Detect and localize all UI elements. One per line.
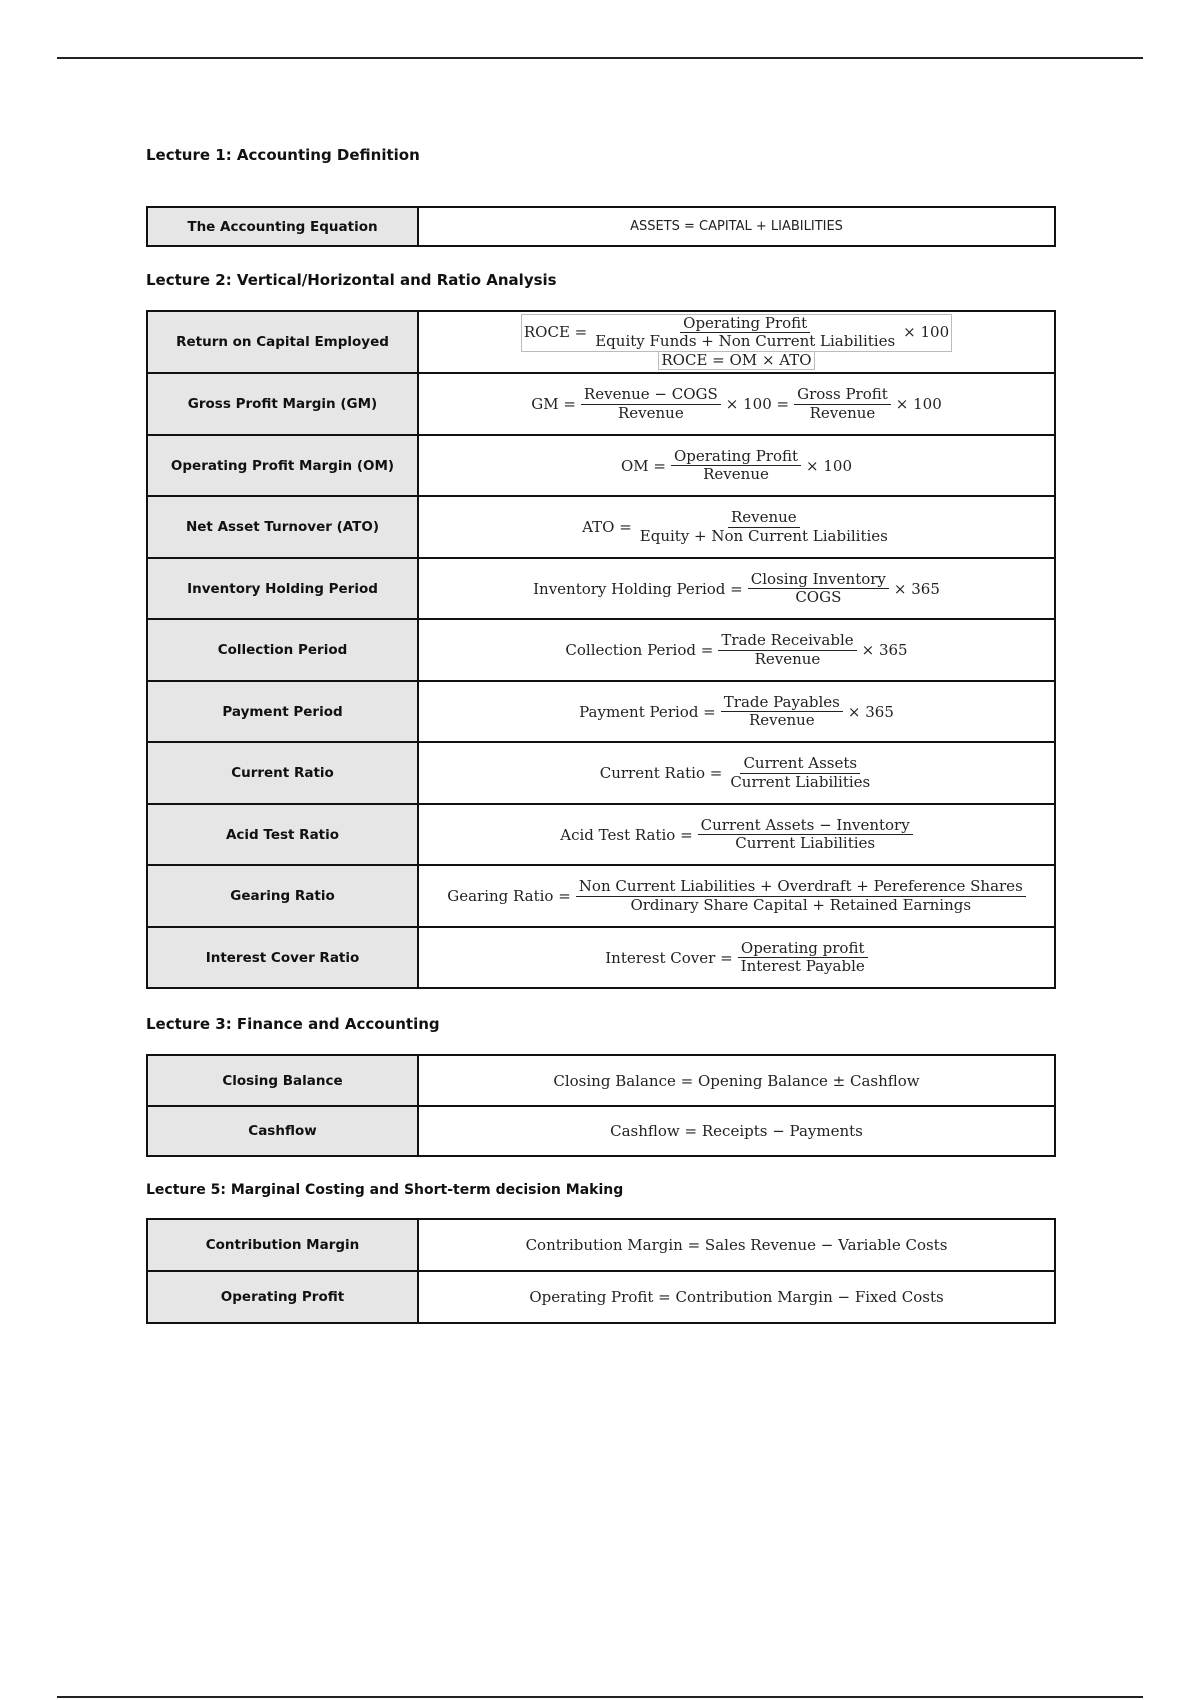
acid-test-formula	[418, 804, 1055, 865]
inventory-period-formula	[418, 558, 1055, 619]
gearing-ratio-denominator: Ordinary Share Capital + Retained Earnings	[630, 895, 972, 914]
collection-period-fraction	[718, 632, 856, 668]
collection-period-label: Collection Period	[147, 619, 418, 681]
om-label: Operating Profit Margin (OM)	[147, 435, 418, 496]
lecture1-table	[146, 206, 1056, 247]
acid-test-numerator: Current Assets − Inventory	[698, 817, 913, 835]
table-row	[147, 435, 1055, 496]
gm-lhs: GM =	[531, 395, 576, 413]
footer-rule	[57, 1696, 1143, 1698]
inventory-period-numerator: Closing Inventory	[748, 571, 889, 589]
table-row	[147, 865, 1055, 927]
payment-period-fraction	[721, 694, 843, 730]
table-row	[147, 558, 1055, 619]
collection-period-formula	[418, 619, 1055, 681]
gm-denominator-1: Revenue	[617, 403, 684, 422]
collection-period-denominator: Revenue	[754, 649, 821, 668]
cashflow-formula: Cashflow = Receipts − Payments	[418, 1106, 1055, 1156]
ato-formula	[418, 496, 1055, 558]
closing-balance-label: Closing Balance	[147, 1055, 418, 1106]
inventory-period-lhs: Inventory Holding Period =	[533, 579, 743, 598]
gearing-ratio-numerator: Non Current Liabilities + Overdraft + Pereference Shares	[576, 878, 1026, 896]
table-row	[147, 1055, 1055, 1106]
gm-fraction-1	[581, 386, 721, 422]
payment-period-label: Payment Period	[147, 681, 418, 742]
collection-period-numerator: Trade Receivable	[718, 632, 856, 650]
interest-cover-numerator: Operating profit	[738, 940, 868, 958]
om-numerator: Operating Profit	[671, 448, 801, 466]
roce-numerator: Operating Profit	[680, 315, 810, 333]
table-row	[147, 1271, 1055, 1323]
table-row	[147, 619, 1055, 681]
roce-denominator: Equity Funds + Non Current Liabilities	[595, 332, 896, 351]
lecture5-heading: Lecture 5: Marginal Costing and Short-term decision Making	[146, 1182, 624, 1198]
contribution-margin-label: Contribution Margin	[147, 1219, 418, 1271]
interest-cover-formula	[418, 927, 1055, 988]
om-formula	[418, 435, 1055, 496]
payment-period-multiplier: × 365	[847, 702, 894, 721]
ato-lhs: ATO =	[582, 518, 632, 536]
gm-fraction-2	[794, 386, 891, 422]
acid-test-denominator: Current Liabilities	[735, 834, 876, 852]
table-row	[147, 1219, 1055, 1271]
inventory-period-denominator: COGS	[795, 588, 842, 606]
interest-cover-fraction	[738, 940, 868, 976]
ato-numerator: Revenue	[728, 509, 800, 527]
table-row	[147, 804, 1055, 865]
om-multiplier: × 100	[806, 456, 853, 475]
gearing-ratio-lhs: Gearing Ratio =	[447, 887, 571, 905]
table-row	[147, 1106, 1055, 1156]
om-denominator: Revenue	[703, 465, 769, 483]
lecture3-heading: Lecture 3: Finance and Accounting	[146, 1015, 440, 1033]
gm-denominator-2: Revenue	[809, 403, 876, 422]
table-row	[147, 311, 1055, 373]
table-row	[147, 927, 1055, 988]
table-row	[147, 496, 1055, 558]
payment-period-lhs: Payment Period =	[579, 702, 716, 721]
closing-balance-formula: Closing Balance = Opening Balance ± Cashflow	[418, 1055, 1055, 1106]
acid-test-lhs: Acid Test Ratio =	[560, 825, 693, 844]
roce-decomposition: ROCE = OM × ATO	[658, 352, 814, 370]
ato-denominator: Equity + Non Current Liabilities	[639, 526, 888, 545]
collection-period-lhs: Collection Period =	[565, 641, 714, 659]
current-ratio-denominator: Current Liabilities	[730, 772, 871, 791]
interest-cover-label: Interest Cover Ratio	[147, 927, 418, 988]
roce-label: Return on Capital Employed	[147, 311, 418, 373]
accounting-equation-label: The Accounting Equation	[147, 207, 418, 246]
current-ratio-label: Current Ratio	[147, 742, 418, 804]
interest-cover-lhs: Interest Cover =	[605, 948, 733, 967]
collection-period-multiplier: × 365	[861, 641, 908, 659]
current-ratio-lhs: Current Ratio =	[599, 764, 723, 782]
lecture2-heading: Lecture 2: Vertical/Horizontal and Ratio Analysis	[146, 271, 557, 289]
gm-multiplier: × 100	[895, 395, 942, 413]
current-ratio-formula	[418, 742, 1055, 804]
ato-label: Net Asset Turnover (ATO)	[147, 496, 418, 558]
lecture5-table	[146, 1218, 1056, 1324]
current-ratio-numerator: Current Assets	[740, 755, 860, 773]
table-row	[147, 681, 1055, 742]
table-row	[147, 373, 1055, 435]
inventory-period-fraction	[748, 571, 889, 607]
gm-middle: × 100 =	[725, 395, 790, 413]
gm-numerator-1: Revenue − COGS	[581, 386, 721, 404]
lecture2-table	[146, 310, 1056, 989]
header-rule	[57, 57, 1143, 59]
contribution-margin-formula: Contribution Margin = Sales Revenue − Variable Costs	[418, 1219, 1055, 1271]
gearing-ratio-formula	[418, 865, 1055, 927]
gearing-ratio-label: Gearing Ratio	[147, 865, 418, 927]
acid-test-fraction	[698, 817, 913, 853]
roce-formula	[418, 311, 1055, 373]
om-fraction	[671, 448, 801, 484]
cashflow-label: Cashflow	[147, 1106, 418, 1156]
payment-period-formula	[418, 681, 1055, 742]
table-row	[147, 742, 1055, 804]
lecture1-heading: Lecture 1: Accounting Definition	[146, 146, 420, 164]
om-lhs: OM =	[620, 456, 666, 475]
payment-period-denominator: Revenue	[748, 711, 815, 729]
payment-period-numerator: Trade Payables	[721, 694, 843, 712]
gm-formula	[418, 373, 1055, 435]
gm-label: Gross Profit Margin (GM)	[147, 373, 418, 435]
inventory-period-label: Inventory Holding Period	[147, 558, 418, 619]
roce-multiplier: × 100	[903, 323, 950, 342]
acid-test-label: Acid Test Ratio	[147, 804, 418, 865]
ato-fraction	[637, 509, 891, 545]
table-row	[147, 207, 1055, 246]
roce-fraction	[592, 315, 898, 351]
operating-profit-label: Operating Profit	[147, 1271, 418, 1323]
gearing-ratio-fraction	[576, 878, 1026, 914]
gm-numerator-2: Gross Profit	[794, 386, 891, 404]
lecture3-table	[146, 1054, 1056, 1157]
roce-lhs: ROCE =	[523, 323, 588, 342]
current-ratio-fraction	[727, 755, 873, 791]
operating-profit-formula: Operating Profit = Contribution Margin − Fixed Costs	[418, 1271, 1055, 1323]
accounting-equation-formula: ASSETS = CAPITAL + LIABILITIES	[418, 207, 1055, 246]
interest-cover-denominator: Interest Payable	[740, 957, 865, 975]
inventory-period-multiplier: × 365	[893, 579, 940, 598]
